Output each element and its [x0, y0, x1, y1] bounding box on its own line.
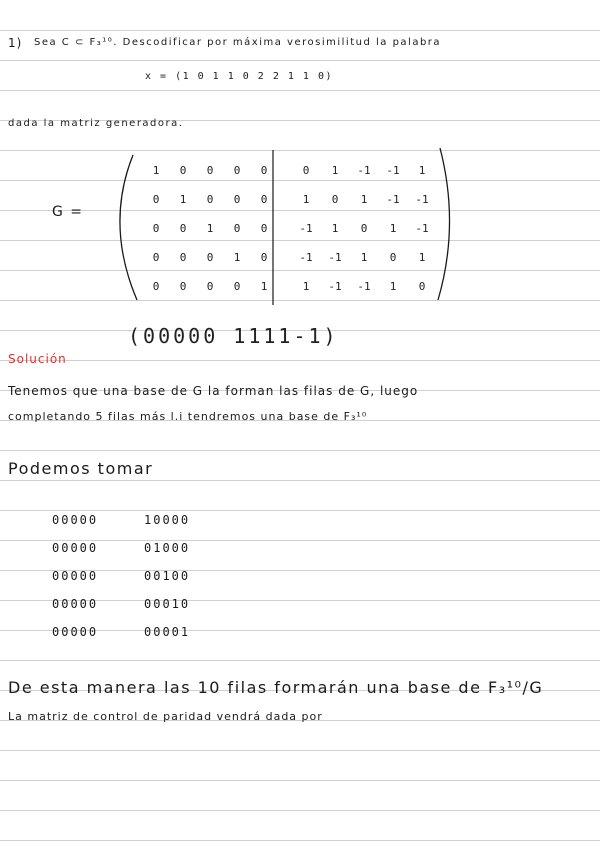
basis-row-cell: 00000 [52, 625, 99, 639]
matrix-cell: 1 [418, 251, 426, 264]
matrix-cell: 0 [152, 251, 160, 264]
matrix-cell: 0 [179, 251, 187, 264]
matrix-cell: 1 [389, 222, 397, 235]
matrix-cell: 0 [260, 193, 268, 206]
matrix-cell: -1 [386, 164, 400, 177]
matrix-cell: 0 [233, 164, 241, 177]
matrix-cell: 0 [206, 280, 214, 293]
matrix-cell: -1 [328, 280, 342, 293]
solution-heading: Solución [8, 352, 67, 366]
matrix-label: G = [52, 204, 84, 220]
basis-row-cell: 00100 [144, 569, 191, 583]
basis-row-cell: 00010 [144, 597, 191, 611]
matrix-cell: 0 [152, 280, 160, 293]
matrix-cell: 1 [331, 222, 339, 235]
matrix-cell: 0 [179, 280, 187, 293]
matrix-cell: 1 [206, 222, 214, 235]
matrix-cell: 1 [389, 280, 397, 293]
basis-row-cell: 00000 [52, 513, 99, 527]
basis-row-cell: 10000 [144, 513, 191, 527]
problem-line-3: dada la matriz generadora. [8, 118, 184, 129]
matrix-cell: 0 [260, 164, 268, 177]
matrix-cell: 0 [260, 251, 268, 264]
basis-row-cell: 00001 [144, 625, 191, 639]
basis-row-cell: 00000 [52, 597, 99, 611]
matrix-cell: 0 [233, 193, 241, 206]
matrix-cell: 1 [302, 193, 310, 206]
podemos-tomar: Podemos tomar [8, 459, 154, 478]
matrix-cell: 0 [179, 222, 187, 235]
solution-line-1: Tenemos que una base de G la forman las filas de G, luego [8, 384, 419, 398]
matrix-cell: 0 [206, 251, 214, 264]
matrix-cell: -1 [328, 251, 342, 264]
matrix-cell: -1 [386, 193, 400, 206]
matrix-cell: 1 [179, 193, 187, 206]
matrix-cell: 0 [152, 222, 160, 235]
matrix-cell: 0 [233, 222, 241, 235]
basis-row-cell: 01000 [144, 541, 191, 555]
matrix-cell: 1 [302, 280, 310, 293]
matrix-cell: -1 [299, 222, 313, 235]
matrix-cell: 0 [260, 222, 268, 235]
basis-row-cell: 00000 [52, 541, 99, 555]
matrix-cell: 0 [206, 193, 214, 206]
matrix-cell: 1 [331, 164, 339, 177]
matrix-cell: 1 [152, 164, 160, 177]
basis-row-cell: 00000 [52, 569, 99, 583]
solution-line-2: completando 5 filas más l.i tendremos una base de F₃¹⁰ [8, 410, 368, 423]
received-word: x = (1 0 1 1 0 2 2 1 1 0) [145, 71, 334, 82]
matrix-cell: 1 [418, 164, 426, 177]
matrix-cell: -1 [415, 222, 429, 235]
matrix-cell: -1 [299, 251, 313, 264]
matrix-cell: 0 [389, 251, 397, 264]
matrix-cell: 0 [302, 164, 310, 177]
matrix-cell: 0 [418, 280, 426, 293]
matrix-cell: 0 [360, 222, 368, 235]
matrix-cell: 0 [152, 193, 160, 206]
matrix-cell: 1 [260, 280, 268, 293]
matrix-cell: 1 [360, 251, 368, 264]
solution-line-4: La matriz de control de paridad vendrá dada por [8, 710, 323, 723]
matrix-cell: -1 [357, 280, 371, 293]
problem-line-1: Sea C ⊂ F₃¹⁰. Descodificar por máxima verosimilitud la palabra [34, 37, 442, 48]
matrix-cell: 1 [360, 193, 368, 206]
problem-number: 1) [8, 36, 23, 50]
matrix-cell: 0 [331, 193, 339, 206]
matrix-cell: -1 [415, 193, 429, 206]
matrix-cell: 1 [233, 251, 241, 264]
codeword-vector: (00000 1111-1) [128, 324, 339, 348]
matrix-cell: 0 [206, 164, 214, 177]
matrix-cell: 0 [233, 280, 241, 293]
solution-line-3: De esta manera las 10 filas formarán una base de F₃¹⁰/G [8, 678, 544, 697]
matrix-cell: 0 [179, 164, 187, 177]
matrix-cell: -1 [357, 164, 371, 177]
